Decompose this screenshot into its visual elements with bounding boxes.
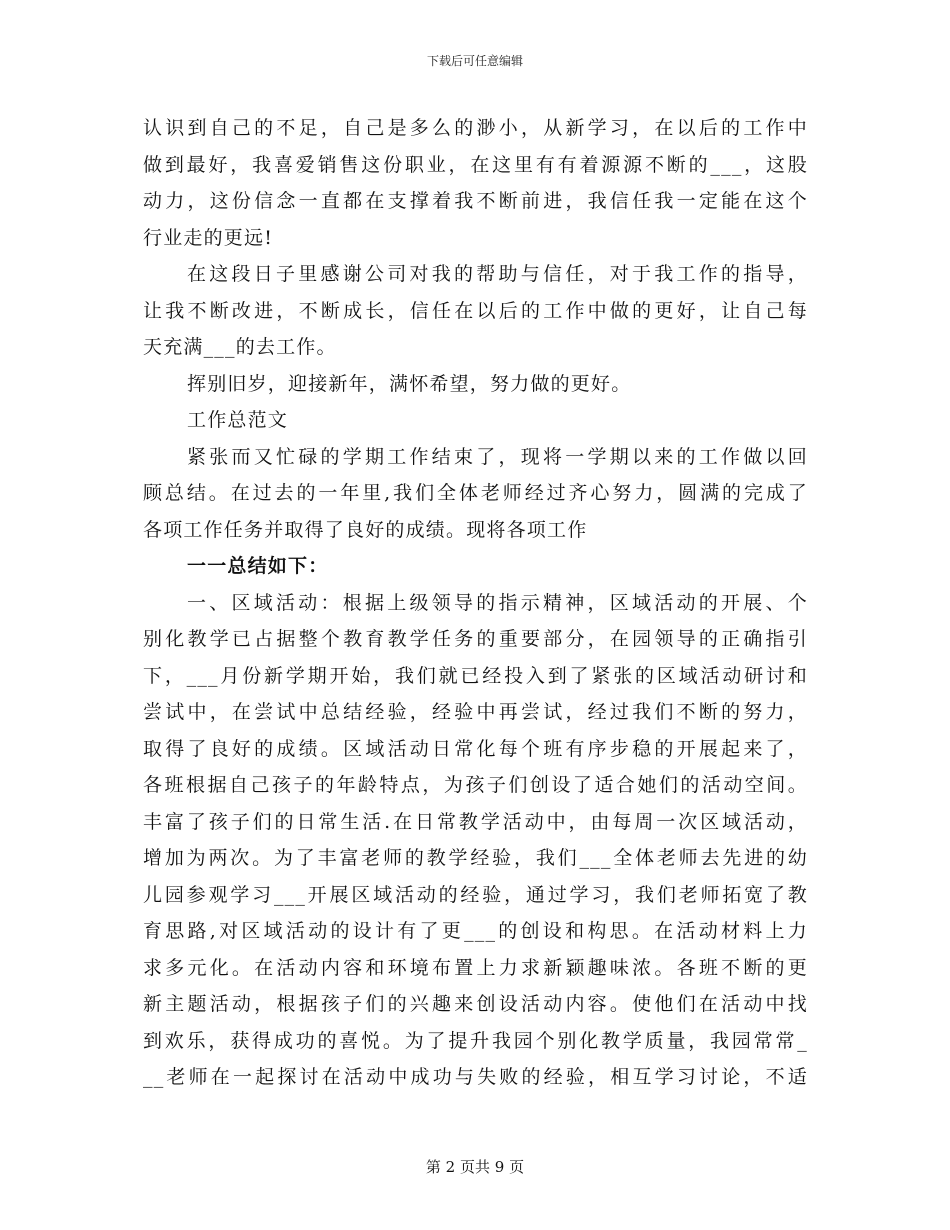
document-body [143,110,808,1096]
bold-heading: 一一总结如下： [187,555,329,577]
paragraph-line: 动力，这份信念一直都在支撑着我不断前进，我信任我一定能在这个 [143,190,808,212]
page-footer: 第 2 页共 9 页 [425,1158,525,1176]
paragraph-line: 取得了良好的成绩。区域活动日常化每个班有序步稳的开展起来了， [143,737,808,760]
paragraph-line: 各项工作任务并取得了良好的成绩。现将各项工作 [143,518,588,541]
paragraph-line: 新主题活动，根据孩子们的兴趣来创设活动内容。使他们在活动中找 [143,993,808,1015]
paragraph-line: 做到最好，我喜爱销售这份职业，在这里有有着源源不断的___，这股 [143,153,808,176]
paragraph-line: 让我不断改进，不断成长，信任在以后的工作中做的更好，让自己每 [143,299,808,322]
paragraph-line: 行业走的更远! [143,226,274,249]
paragraph-line: 一、区域活动：根据上级领导的指示精神，区域活动的开展、个 [187,591,808,614]
paragraph-line: __老师在一起探讨在活动中成功与失败的经验，相互学习讨论，不适 [143,1066,808,1088]
paragraph-line: 天充满___的去工作。 [143,336,337,358]
paragraph-line: 各班根据自己孩子的年龄特点，为孩子们创设了适合她们的活动空间。 [143,774,808,796]
paragraph-line: 挥别旧岁，迎接新年，满怀希望，努力做的更好。 [187,372,632,395]
paragraph-line: 儿园参观学习___开展区域活动的经验，通过学习，我们老师拓宽了教 [143,883,808,906]
paragraph-line: 育思路,对区域活动的设计有了更___的创设和构思。在活动材料上力 [143,920,808,942]
paragraph-line: 下，___月份新学期开始，我们就已经投入到了紧张的区域活动研讨和 [143,664,808,687]
paragraph-line: 别化教学已占据整个教育教学任务的重要部分，在园领导的正确指引 [143,628,808,650]
paragraph-line: 认识到自己的不足，自己是多么的渺小，从新学习，在以后的工作中 [143,117,808,139]
paragraph-line: 到欢乐，获得成功的喜悦。为了提升我园个别化教学质量，我园常常_ [143,1029,808,1052]
page-header: 下载后可任意编辑 [426,54,523,68]
paragraph-line: 紧张而又忙碌的学期工作结束了，现将一学期以来的工作做以回 [187,445,808,468]
paragraph-line: 求多元化。在活动内容和环境布置上力求新颖趣味浓。各班不断的更 [143,956,808,979]
paragraph-line: 丰富了孩子们的日常生活.在日常教学活动中，由每周一次区域活动， [143,810,808,833]
paragraph-line: 在这段日子里感谢公司对我的帮助与信任，对于我工作的指导， [187,263,808,285]
section-title: 工作总范文 [187,409,289,431]
paragraph-line: 尝试中，在尝试中总结经验，经验中再尝试，经过我们不断的努力， [143,701,808,723]
paragraph-line: 顾总结。在过去的一年里,我们全体老师经过齐心努力，圆满的完成了 [143,482,808,504]
paragraph-line: 增加为两次。为了丰富老师的教学经验，我们___全体老师去先进的幼 [143,847,808,869]
